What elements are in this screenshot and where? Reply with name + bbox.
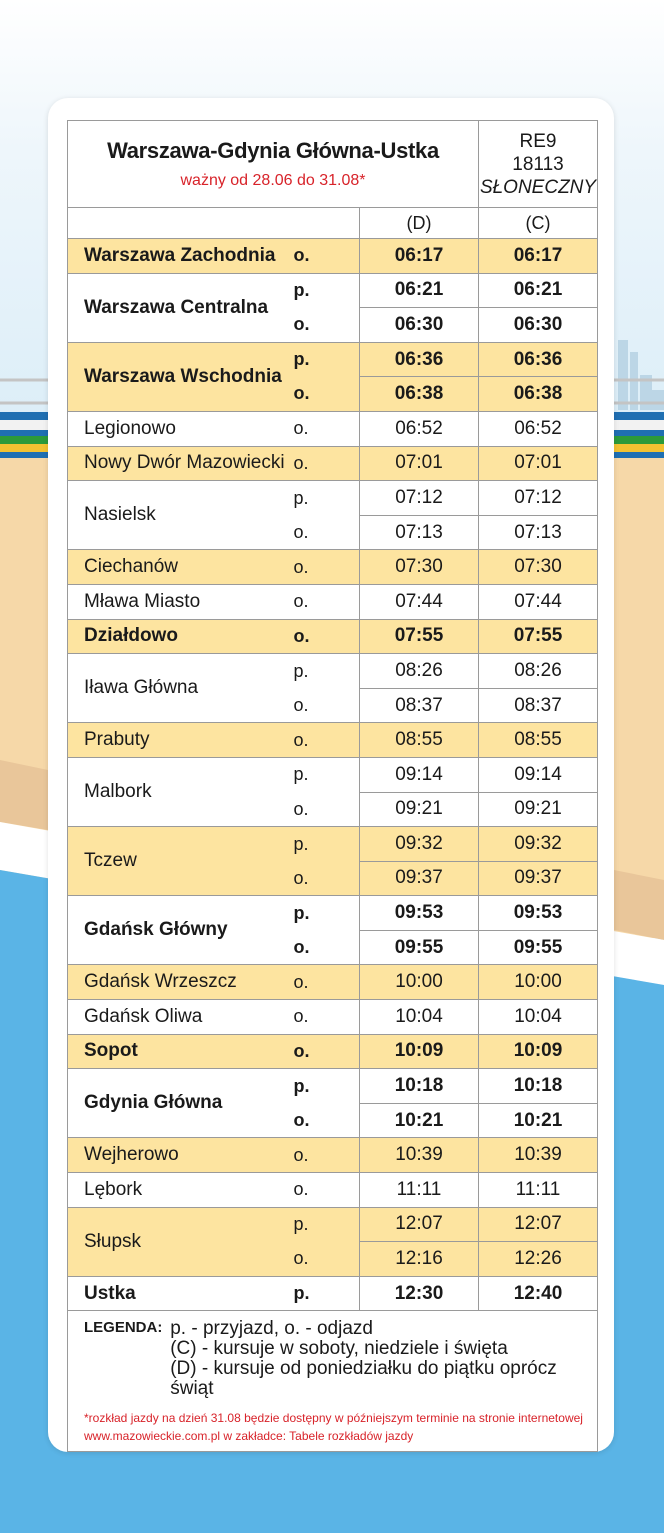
time-weekday: 10:21 (360, 1103, 479, 1138)
legend-note-line: www.mazowieckie.com.pl w zakładce: Tabele rozkładów jazdy (84, 1429, 414, 1444)
timetable-row (68, 273, 598, 308)
legend-title: LEGENDA: (84, 1319, 163, 1337)
time-weekend: 09:21 (479, 792, 598, 827)
station-name: Prabuty (68, 723, 290, 758)
time-weekend: 06:21 (479, 273, 598, 308)
timetable-row (68, 446, 598, 481)
time-weekday: 08:26 (360, 654, 479, 689)
route-validity: ważny od 28.06 do 31.08* (180, 172, 366, 189)
time-weekday: 11:11 (360, 1173, 479, 1208)
time-weekend: 06:38 (479, 377, 598, 412)
time-weekday: 06:52 (360, 411, 479, 446)
station-name: Lębork (68, 1173, 290, 1208)
city-skyline (618, 340, 664, 410)
arr-dep-type: p. (290, 1069, 360, 1104)
time-weekday: 12:16 (360, 1242, 479, 1277)
time-weekend: 06:30 (479, 308, 598, 343)
train-right (614, 412, 664, 458)
arr-dep-type: o. (290, 1000, 360, 1035)
arr-dep-type: p. (290, 1276, 360, 1311)
arr-dep-type: o. (290, 1138, 360, 1173)
timetable-row (68, 757, 598, 792)
timetable-row (68, 1034, 598, 1069)
station-name: Wejherowo (68, 1138, 290, 1173)
arr-dep-type: o. (290, 411, 360, 446)
time-weekend: 07:55 (479, 619, 598, 654)
time-weekend: 12:26 (479, 1242, 598, 1277)
station-name: Legionowo (68, 411, 290, 446)
time-weekend: 09:53 (479, 896, 598, 931)
arr-dep-type: p. (290, 273, 360, 308)
column-header-blank (68, 208, 360, 239)
train-name: SŁONECZNY (479, 176, 597, 198)
legend (68, 1311, 598, 1452)
column-header-c: (C) (479, 208, 598, 239)
train-left (0, 412, 48, 458)
legend-line: (C) - kursuje w soboty, niedziele i święta (170, 1338, 508, 1360)
time-weekday: 07:55 (360, 619, 479, 654)
station-name: Warszawa Wschodnia (68, 342, 290, 411)
time-weekend: 07:13 (479, 515, 598, 550)
arr-dep-type: o. (290, 861, 360, 896)
time-weekend: 08:37 (479, 688, 598, 723)
timetable-row (68, 1173, 598, 1208)
arr-dep-type: o. (290, 619, 360, 654)
timetable-row (68, 827, 598, 862)
time-weekend: 09:37 (479, 861, 598, 896)
time-weekend: 10:39 (479, 1138, 598, 1173)
time-weekend: 09:55 (479, 930, 598, 965)
time-weekday: 09:37 (360, 861, 479, 896)
legend-row (68, 1311, 598, 1452)
station-name: Ciechanów (68, 550, 290, 585)
timetable-row (68, 239, 598, 274)
time-weekend: 08:55 (479, 723, 598, 758)
station-name: Ustka (68, 1276, 290, 1311)
time-weekend: 10:04 (479, 1000, 598, 1035)
station-name: Warszawa Centralna (68, 273, 290, 342)
time-weekday: 09:53 (360, 896, 479, 931)
arr-dep-type: p. (290, 342, 360, 377)
timetable-row (68, 619, 598, 654)
timetable-row (68, 481, 598, 516)
timetable-row (68, 1138, 598, 1173)
time-weekend: 09:14 (479, 757, 598, 792)
time-weekend: 07:44 (479, 584, 598, 619)
time-weekday: 10:09 (360, 1034, 479, 1069)
time-weekday: 12:30 (360, 1276, 479, 1311)
time-weekday: 07:12 (360, 481, 479, 516)
time-weekday: 10:04 (360, 1000, 479, 1035)
train-info (479, 121, 598, 208)
sand-shadow-left (0, 760, 48, 830)
legend-note (84, 1409, 587, 1445)
legend-block (84, 1319, 587, 1399)
station-name: Mława Miasto (68, 584, 290, 619)
timetable-row (68, 1276, 598, 1311)
route-header-row (68, 121, 598, 208)
station-name: Słupsk (68, 1207, 290, 1276)
arr-dep-type: p. (290, 654, 360, 689)
time-weekend: 07:01 (479, 446, 598, 481)
time-weekend: 08:26 (479, 654, 598, 689)
time-weekday: 12:07 (360, 1207, 479, 1242)
timetable-row (68, 1000, 598, 1035)
arr-dep-type: p. (290, 827, 360, 862)
time-weekend: 10:09 (479, 1034, 598, 1069)
arr-dep-type: o. (290, 723, 360, 758)
arr-dep-type: o. (290, 239, 360, 274)
timetable-row (68, 965, 598, 1000)
legend-line: p. - przyjazd, o. - odjazd (170, 1318, 373, 1340)
arr-dep-type: o. (290, 515, 360, 550)
sand-shadow-right (614, 870, 664, 940)
arr-dep-type: p. (290, 757, 360, 792)
time-weekend: 07:12 (479, 481, 598, 516)
time-weekday: 07:44 (360, 584, 479, 619)
legend-note-line: *rozkład jazdy na dzień 31.08 będzie dostępny w późniejszym terminie na stronie internetowej (84, 1411, 583, 1426)
time-weekday: 09:55 (360, 930, 479, 965)
time-weekend: 11:11 (479, 1173, 598, 1208)
arr-dep-type: o. (290, 1034, 360, 1069)
time-weekend: 06:36 (479, 342, 598, 377)
arr-dep-type: o. (290, 1242, 360, 1277)
time-weekend: 06:17 (479, 239, 598, 274)
station-name: Tczew (68, 827, 290, 896)
time-weekend: 10:18 (479, 1069, 598, 1104)
arr-dep-type: o. (290, 930, 360, 965)
station-name: Gdańsk Główny (68, 896, 290, 965)
arr-dep-type: o. (290, 308, 360, 343)
arr-dep-type: o. (290, 446, 360, 481)
arr-dep-type: o. (290, 1103, 360, 1138)
train-category: RE9 (519, 130, 557, 152)
arr-dep-type: o. (290, 965, 360, 1000)
arr-dep-type: o. (290, 1173, 360, 1208)
timetable-row (68, 1207, 598, 1242)
arr-dep-type: p. (290, 481, 360, 516)
time-weekday: 09:32 (360, 827, 479, 862)
time-weekday: 06:17 (360, 239, 479, 274)
route-header (68, 121, 479, 208)
station-name: Iława Główna (68, 654, 290, 723)
time-weekday: 06:30 (360, 308, 479, 343)
arr-dep-type: o. (290, 377, 360, 412)
timetable-row (68, 342, 598, 377)
station-name: Gdańsk Wrzeszcz (68, 965, 290, 1000)
timetable-row (68, 654, 598, 689)
time-weekend: 10:00 (479, 965, 598, 1000)
arr-dep-type: o. (290, 688, 360, 723)
column-header-row (68, 208, 598, 239)
time-weekday: 07:30 (360, 550, 479, 585)
time-weekday: 06:36 (360, 342, 479, 377)
time-weekday: 10:39 (360, 1138, 479, 1173)
timetable-row (68, 896, 598, 931)
time-weekday: 07:01 (360, 446, 479, 481)
timetable-row (68, 1069, 598, 1104)
train-number: 18113 (512, 153, 564, 175)
column-header-d: (D) (360, 208, 479, 239)
timetable-row (68, 411, 598, 446)
time-weekday: 06:21 (360, 273, 479, 308)
time-weekend: 12:40 (479, 1276, 598, 1311)
time-weekday: 10:18 (360, 1069, 479, 1104)
time-weekday: 09:14 (360, 757, 479, 792)
station-name: Nowy Dwór Mazowiecki (68, 446, 290, 481)
station-name: Sopot (68, 1034, 290, 1069)
time-weekday: 10:00 (360, 965, 479, 1000)
time-weekday: 08:37 (360, 688, 479, 723)
arr-dep-type: o. (290, 792, 360, 827)
legend-line: (D) - kursuje od poniedziałku do piątku oprócz świąt (170, 1358, 557, 1400)
arr-dep-type: o. (290, 550, 360, 585)
route-title: Warszawa-Gdynia Główna-Ustka (107, 138, 439, 163)
station-name: Nasielsk (68, 481, 290, 550)
legend-lines (170, 1319, 587, 1399)
time-weekday: 07:13 (360, 515, 479, 550)
timetable-table (67, 120, 598, 1452)
time-weekend: 06:52 (479, 411, 598, 446)
time-weekend: 09:32 (479, 827, 598, 862)
arr-dep-type: o. (290, 584, 360, 619)
time-weekday: 08:55 (360, 723, 479, 758)
time-weekend: 12:07 (479, 1207, 598, 1242)
station-name: Malbork (68, 757, 290, 826)
station-name: Warszawa Zachodnia (68, 239, 290, 274)
station-name: Gdynia Główna (68, 1069, 290, 1138)
time-weekday: 09:21 (360, 792, 479, 827)
arr-dep-type: p. (290, 1207, 360, 1242)
time-weekend: 10:21 (479, 1103, 598, 1138)
time-weekend: 07:30 (479, 550, 598, 585)
arr-dep-type: p. (290, 896, 360, 931)
timetable-row (68, 723, 598, 758)
station-name: Działdowo (68, 619, 290, 654)
time-weekday: 06:38 (360, 377, 479, 412)
timetable-row (68, 550, 598, 585)
timetable-row (68, 584, 598, 619)
station-name: Gdańsk Oliwa (68, 1000, 290, 1035)
